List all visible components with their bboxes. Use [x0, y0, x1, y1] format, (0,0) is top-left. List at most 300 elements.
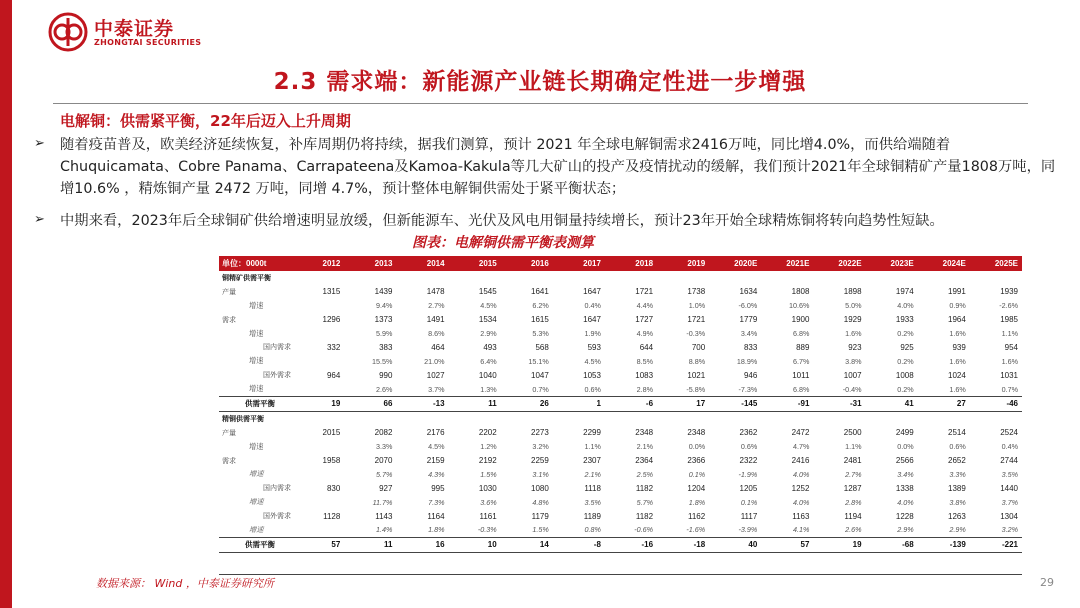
- table-cell: 2652: [948, 456, 966, 466]
- table-cell: [813, 271, 865, 285]
- slide-title: 2.3 需求端：新能源产业链长期确定性进一步增强: [273, 69, 807, 95]
- table-cell: 1.8%: [688, 497, 706, 507]
- table-cell: 15.1%: [528, 356, 549, 366]
- table-cell: 2.9%: [949, 525, 966, 535]
- table-row-label: 供需平衡: [219, 397, 292, 412]
- table-cell: 57: [292, 537, 344, 552]
- table-cell: 1373: [374, 315, 393, 325]
- table-cell: 3.8%: [845, 356, 862, 366]
- table-row: [219, 509, 1022, 523]
- table-cell: 3.7%: [428, 384, 445, 394]
- table-cell: 1.8%: [428, 525, 445, 535]
- table-cell: 3.1%: [532, 469, 549, 479]
- table-row-label: 增速: [249, 497, 264, 507]
- table-cell: 1534: [478, 315, 497, 325]
- table-cell: 1117: [740, 511, 758, 521]
- table-cell: 1162: [687, 511, 706, 521]
- table-cell: 990: [379, 370, 393, 380]
- section-heading: 电解铜：供需紧平衡，22年后迈入上升周期: [60, 112, 351, 130]
- table-cell: 5.3%: [532, 329, 549, 338]
- table-cell: 1634: [739, 287, 758, 297]
- table-cell: 0.1%: [740, 497, 758, 507]
- table-cell: [918, 411, 970, 425]
- table-cell: 2.9%: [480, 329, 497, 338]
- table-cell: -31: [813, 397, 865, 412]
- table-cell: 3.4%: [740, 329, 758, 338]
- table-cell: 19: [813, 537, 865, 552]
- table-cell: 1163: [792, 511, 810, 521]
- table-cell: 2566: [895, 456, 914, 466]
- table-cell: 4.0%: [793, 497, 810, 507]
- table-year-header: 2019: [657, 256, 709, 271]
- table-cell: [709, 411, 761, 425]
- table-row-label: 国内需求: [263, 344, 291, 352]
- table-cell: 2.6%: [376, 384, 393, 394]
- table-cell: [866, 411, 918, 425]
- table-cell: 1182: [635, 511, 654, 521]
- table-year-header: 2020E: [709, 256, 761, 271]
- table-cell: -91: [761, 397, 813, 412]
- table-cell: 4.4%: [636, 301, 654, 311]
- table-cell: 1008: [895, 370, 914, 380]
- table-cell: 4.5%: [428, 442, 445, 452]
- table-year-header: 2014: [396, 256, 448, 271]
- table-cell: -6.0%: [738, 301, 758, 311]
- table-cell: 2416: [791, 456, 810, 466]
- table-cell: 5.7%: [376, 469, 393, 479]
- table-cell: 925: [900, 342, 914, 352]
- table-cell: 4.5%: [584, 356, 601, 366]
- table-cell: -145: [709, 397, 761, 412]
- table-cell: 6.8%: [793, 384, 810, 394]
- table-cell: 700: [691, 342, 706, 352]
- table-cell: 1.2%: [480, 442, 497, 452]
- table-cell: [501, 411, 553, 425]
- table-cell: 1641: [531, 287, 549, 297]
- table-cell: 1.9%: [584, 329, 601, 338]
- table-cell: -8: [553, 537, 605, 552]
- table-cell: 1721: [635, 287, 654, 297]
- table-cell: 1.3%: [480, 384, 497, 394]
- table-cell: [449, 411, 501, 425]
- table-row: [219, 285, 1022, 299]
- table-cell: 2.8%: [636, 384, 654, 394]
- table-cell: 1721: [687, 315, 706, 325]
- table-cell: 18.9%: [736, 356, 758, 366]
- table-header-row: [219, 256, 1022, 271]
- table-cell: [292, 411, 344, 425]
- table-cell: 1011: [792, 370, 810, 380]
- table-cell: 1030: [478, 483, 497, 493]
- table-row: [219, 426, 1022, 440]
- table-row-label: 国外需求: [263, 513, 291, 521]
- table-cell: 16: [396, 537, 448, 552]
- table-cell: -2.6%: [999, 301, 1018, 311]
- table-cell: 3.4%: [897, 469, 914, 479]
- table-cell: -0.4%: [842, 384, 862, 394]
- table-cell: 830: [326, 483, 341, 493]
- table-cell: -18: [657, 537, 709, 552]
- table-cell: -6: [605, 397, 657, 412]
- table-cell: -46: [970, 397, 1022, 412]
- table-row: [219, 354, 1022, 368]
- table-row-label: 供需平衡: [219, 537, 292, 552]
- table-cell: 3.2%: [1001, 525, 1018, 535]
- table-row: [219, 368, 1022, 382]
- table-cell: -5.8%: [686, 384, 706, 394]
- table-row-label: 需求: [222, 316, 236, 324]
- table-cell: 1.6%: [949, 384, 966, 394]
- table-row: [219, 299, 1022, 313]
- table-cell: 2176: [426, 428, 445, 438]
- table-cell: 1194: [844, 511, 862, 521]
- table-year-header: 2018: [605, 256, 657, 271]
- table-cell: 2472: [791, 428, 810, 438]
- table-cell: 2500: [843, 428, 862, 438]
- table-cell: 2.1%: [584, 469, 601, 479]
- table-cell: 1040: [478, 370, 497, 380]
- table-row-label: 精铜供需平衡: [219, 411, 292, 425]
- table-cell: 1898: [843, 287, 862, 297]
- table-cell: 2348: [635, 428, 654, 438]
- table-row-label: 产量: [222, 429, 236, 437]
- table-year-header: 2016: [501, 256, 553, 271]
- table-cell: 1179: [531, 511, 549, 521]
- table-cell: 4.9%: [636, 329, 654, 338]
- table-cell: 1083: [635, 370, 654, 380]
- table-cell: 5.0%: [845, 301, 862, 311]
- brand-name-en: ZHONGTAI SECURITIES: [94, 38, 202, 47]
- table-cell: 9.4%: [376, 301, 393, 311]
- table-row-label: 增速: [249, 469, 264, 479]
- table-cell: 2015: [322, 428, 341, 438]
- table-cell: 1974: [895, 287, 914, 297]
- table-cell: 1164: [427, 511, 445, 521]
- table-cell: 11: [344, 537, 396, 552]
- table-cell: 19: [292, 397, 344, 412]
- table-cell: 0.6%: [949, 442, 966, 452]
- table-cell: 2.1%: [636, 442, 654, 452]
- table-cell: [761, 271, 813, 285]
- table-cell: [292, 327, 344, 341]
- table-cell: 2524: [1000, 428, 1018, 438]
- table-cell: 1.6%: [949, 356, 966, 366]
- table-cell: 41: [866, 397, 918, 412]
- table-cell: 3.3%: [376, 442, 393, 452]
- table-row-label: 增速: [249, 356, 264, 366]
- table-cell: 1.6%: [949, 329, 966, 338]
- table-cell: 1263: [948, 511, 966, 521]
- table-cell: 1727: [635, 315, 654, 325]
- table-cell: 464: [431, 342, 445, 352]
- table-cell: 2.5%: [636, 469, 654, 479]
- table-cell: [657, 411, 709, 425]
- table-cell: 2.7%: [428, 301, 445, 311]
- table-cell: 1118: [584, 483, 601, 493]
- table-cell: 0.4%: [1001, 442, 1018, 452]
- table-cell: 1047: [531, 370, 549, 380]
- table-cell: [970, 411, 1022, 425]
- table-cell: 1985: [1000, 315, 1018, 325]
- table-row-label: 需求: [222, 457, 236, 465]
- table-cell: 1338: [895, 483, 914, 493]
- table-cell: 1128: [323, 511, 341, 521]
- table-year-header: 2015: [449, 256, 501, 271]
- table-cell: 2.6%: [845, 525, 862, 535]
- table-cell: 0.7%: [532, 384, 549, 394]
- table-row: [219, 537, 1022, 552]
- table-cell: 2082: [374, 428, 393, 438]
- table-cell: 1228: [895, 511, 914, 521]
- table-row-label: 铜精矿供需平衡: [222, 274, 271, 282]
- table-cell: 2744: [1000, 456, 1018, 466]
- table-cell: [292, 299, 344, 313]
- table-cell: 1315: [322, 287, 341, 297]
- table-cell: 6.8%: [793, 329, 810, 338]
- table-cell: 5.9%: [376, 329, 393, 338]
- table-cell: 1007: [843, 370, 862, 380]
- table-year-header: 2024E: [918, 256, 970, 271]
- table-cell: 27: [918, 397, 970, 412]
- table-cell: 1991: [948, 287, 966, 297]
- table-cell: 17: [657, 397, 709, 412]
- table-cell: -0.6%: [634, 525, 654, 535]
- table-cell: 1053: [583, 370, 601, 380]
- table-cell: 0.2%: [897, 384, 914, 394]
- table-cell: 2362: [739, 428, 758, 438]
- table-row-label: 产量: [222, 288, 236, 296]
- table-cell: 3.2%: [532, 442, 549, 452]
- table-row: [219, 327, 1022, 341]
- table-row-label: 增速: [249, 384, 264, 394]
- table-cell: -16: [605, 537, 657, 552]
- table-cell: 1205: [739, 483, 758, 493]
- table-cell: 4.0%: [897, 301, 914, 311]
- table-cell: 0.2%: [897, 356, 914, 366]
- table-cell: 1.1%: [1001, 329, 1018, 338]
- table-year-header: 2017: [553, 256, 605, 271]
- table-year-header: 2012: [292, 256, 344, 271]
- table-cell: 0.6%: [584, 384, 601, 394]
- table-cell: 0.9%: [949, 301, 966, 311]
- table-cell: 1021: [687, 370, 706, 380]
- table-cell: 3.3%: [949, 469, 966, 479]
- table-cell: 1389: [948, 483, 966, 493]
- table-row: [219, 271, 1022, 285]
- table-cell: 1287: [843, 483, 862, 493]
- table-cell: 0.0%: [688, 442, 706, 452]
- table-cell: -0.3%: [477, 525, 497, 535]
- table-row: [219, 440, 1022, 454]
- table-year-header: 2021E: [761, 256, 813, 271]
- table-cell: 1933: [895, 315, 914, 325]
- table-cell: [292, 523, 344, 537]
- table-cell: 1.6%: [1001, 356, 1018, 366]
- table-cell: 21.0%: [424, 356, 445, 366]
- table-cell: [813, 411, 865, 425]
- table-cell: 8.8%: [688, 356, 706, 366]
- table-cell: 964: [326, 370, 341, 380]
- table-cell: 1929: [843, 315, 862, 325]
- table-cell: 4.7%: [793, 442, 810, 452]
- table-cell: 332: [326, 342, 341, 352]
- table-cell: 2514: [948, 428, 966, 438]
- table-year-header: 2022E: [813, 256, 865, 271]
- table-cell: 0.2%: [897, 329, 914, 338]
- table-cell: -3.9%: [738, 525, 758, 535]
- table-cell: [396, 271, 448, 285]
- table-cell: 923: [848, 342, 862, 352]
- table-cell: 1027: [426, 370, 445, 380]
- table-cell: 11: [449, 397, 501, 412]
- table-cell: 1964: [948, 315, 966, 325]
- table-cell: 939: [952, 342, 966, 352]
- table-cell: 1939: [1000, 287, 1018, 297]
- table-cell: 2364: [635, 456, 654, 466]
- table-cell: 995: [431, 483, 445, 493]
- table-cell: 1161: [479, 511, 497, 521]
- table-cell: 7.3%: [428, 497, 445, 507]
- table-cell: 10: [449, 537, 501, 552]
- table-row-label: 增速: [249, 300, 264, 310]
- table-cell: 4.5%: [480, 301, 497, 311]
- table-row: [219, 397, 1022, 412]
- table-cell: [605, 271, 657, 285]
- table-cell: 26: [501, 397, 553, 412]
- table-cell: 0.6%: [740, 442, 758, 452]
- table-cell: 2273: [531, 428, 549, 438]
- table-row-label: 国外需求: [263, 372, 291, 380]
- table-cell: 8.5%: [636, 356, 654, 366]
- table-cell: 1204: [687, 483, 706, 493]
- table-cell: -13: [396, 397, 448, 412]
- table-cell: 1958: [322, 456, 341, 466]
- table-cell: 2499: [895, 428, 914, 438]
- table-cell: [553, 271, 605, 285]
- table-cell: 1.4%: [376, 525, 393, 535]
- table-cell: 1545: [478, 287, 497, 297]
- table-cell: 1615: [531, 315, 549, 325]
- table-cell: 4.0%: [897, 497, 914, 507]
- table-cell: 3.7%: [1001, 497, 1018, 507]
- table-cell: 833: [743, 342, 758, 352]
- table-caption: 图表：电解铜供需平衡表测算: [412, 235, 594, 251]
- table-cell: 946: [743, 370, 758, 380]
- table-row: [219, 495, 1022, 509]
- zhongtai-logo-icon: [48, 12, 88, 52]
- table-cell: 2070: [374, 456, 393, 466]
- table-cell: 1779: [739, 315, 758, 325]
- table-cell: 2.7%: [845, 469, 862, 479]
- table-cell: [501, 271, 553, 285]
- table-cell: 3.8%: [949, 497, 966, 507]
- table-cell: 1.0%: [688, 301, 706, 311]
- table-cell: 0.1%: [688, 469, 706, 479]
- table-cell: [761, 411, 813, 425]
- table-cell: 383: [379, 342, 393, 352]
- table-cell: [970, 271, 1022, 285]
- table-cell: 40: [709, 537, 761, 552]
- table-row: [219, 382, 1022, 396]
- table-cell: [709, 271, 761, 285]
- table-cell: 1.1%: [845, 442, 862, 452]
- bullet-arrow-icon: ➢: [34, 212, 45, 227]
- table-cell: 1143: [375, 511, 393, 521]
- table-cell: 15.5%: [372, 356, 393, 366]
- table-cell: 1: [553, 397, 605, 412]
- table-cell: -221: [970, 537, 1022, 552]
- table-row: [219, 481, 1022, 495]
- table-row-label: 增速: [249, 328, 264, 338]
- table-unit-header: 单位：0000t: [219, 256, 292, 271]
- table-cell: 2202: [478, 428, 497, 438]
- table-cell: -139: [918, 537, 970, 552]
- table-cell: -68: [866, 537, 918, 552]
- table-cell: 1304: [1000, 511, 1018, 521]
- table-cell: [292, 382, 344, 396]
- table-cell: 1.6%: [845, 329, 862, 338]
- table-cell: 2.8%: [845, 497, 862, 507]
- table-cell: 4.3%: [428, 469, 445, 479]
- table-bottom-rule: [219, 574, 1022, 575]
- table-row: [219, 340, 1022, 354]
- page-number: 29: [1040, 576, 1054, 589]
- table-cell: 1031: [1000, 370, 1018, 380]
- bullet-arrow-icon: ➢: [34, 136, 45, 151]
- table-cell: 927: [379, 483, 393, 493]
- table-cell: [605, 411, 657, 425]
- table-cell: 2.9%: [897, 525, 914, 535]
- table-cell: -0.3%: [686, 329, 706, 338]
- table-cell: 1647: [583, 287, 601, 297]
- table-cell: 14: [501, 537, 553, 552]
- table-cell: [292, 467, 344, 481]
- table-cell: [292, 271, 344, 285]
- table-cell: 2481: [843, 456, 862, 466]
- table-cell: [292, 354, 344, 368]
- title-divider: [53, 103, 1028, 104]
- table-cell: 2366: [687, 456, 706, 466]
- table-cell: 1296: [322, 315, 341, 325]
- table-cell: 4.0%: [793, 469, 810, 479]
- table-cell: 2192: [478, 456, 497, 466]
- table-row: [219, 411, 1022, 425]
- table-cell: 4.1%: [793, 525, 810, 535]
- supply-demand-table: [219, 256, 1022, 553]
- table-cell: [344, 411, 396, 425]
- table-cell: [449, 271, 501, 285]
- table-cell: -1.9%: [738, 469, 758, 479]
- table-cell: [918, 271, 970, 285]
- table-cell: 1024: [948, 370, 966, 380]
- table-cell: 66: [344, 397, 396, 412]
- source-note: 数据来源： Wind ，中泰证券研究所: [96, 577, 274, 590]
- table-cell: 6.2%: [532, 301, 549, 311]
- table-cell: 6.4%: [480, 356, 497, 366]
- table-cell: -7.3%: [738, 384, 758, 394]
- table-cell: 1189: [583, 511, 601, 521]
- table-year-header: 2013: [344, 256, 396, 271]
- table-cell: 0.4%: [584, 301, 601, 311]
- table-cell: 3.5%: [584, 497, 601, 507]
- table-year-header: 2025E: [970, 256, 1022, 271]
- table-cell: [292, 440, 344, 454]
- table-cell: 1900: [791, 315, 810, 325]
- table-cell: 1440: [1000, 483, 1018, 493]
- table-cell: 1.5%: [480, 469, 497, 479]
- table-cell: 493: [483, 342, 497, 352]
- table-cell: 1439: [374, 287, 393, 297]
